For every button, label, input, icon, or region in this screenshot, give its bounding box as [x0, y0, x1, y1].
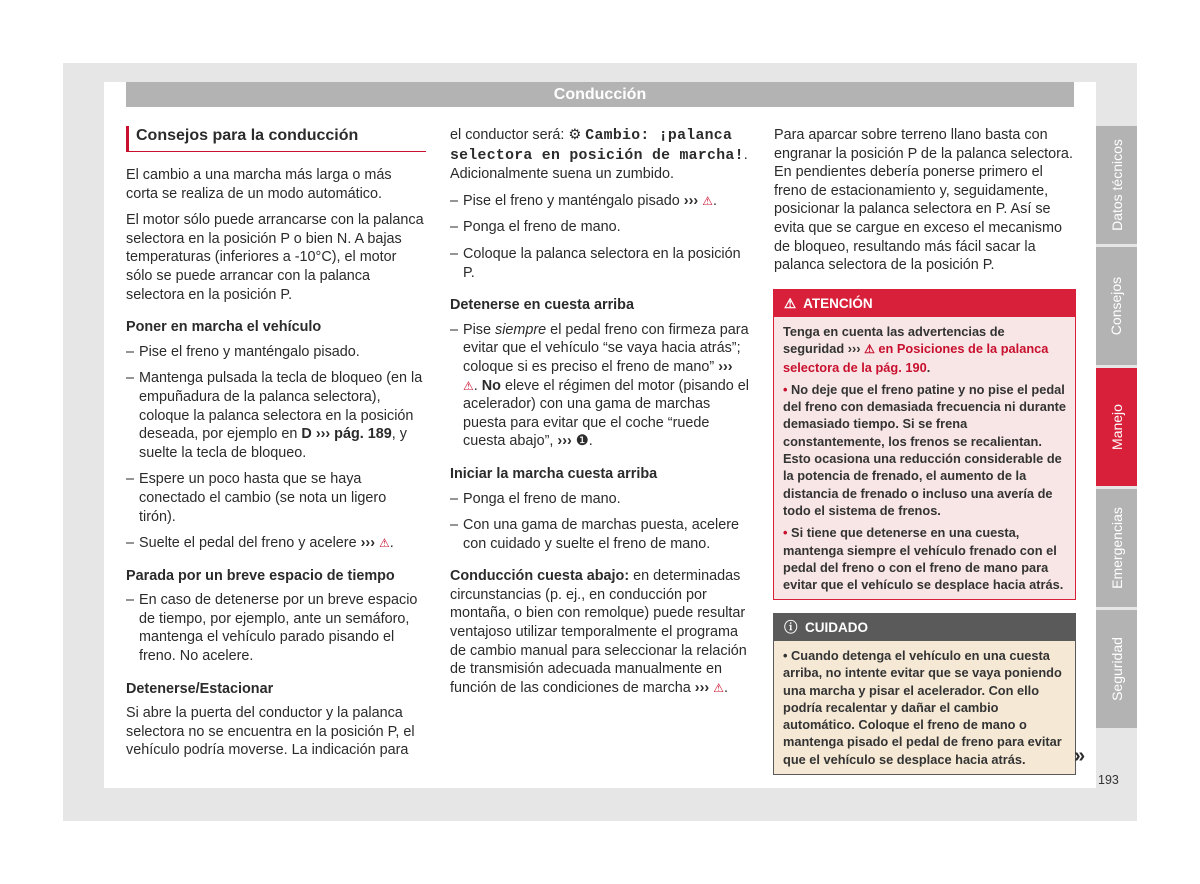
arrows-icon: ››› [694, 679, 710, 696]
list-item: – Ponga el freno de mano. [450, 490, 750, 509]
page-reference: en Posiciones de la palanca selectora de la pág. 190 [783, 341, 1049, 375]
list-item: – Mantenga pulsada la tecla de bloqueo (en la empuñadura de la palanca selectora), coloque la palanca selectora en la posición deseada, por ejemplo en D ››› pág. 189, y suelte la tecla de bloqueo. [126, 369, 426, 462]
arrows-icon: ››› [683, 192, 699, 209]
continue-arrow-icon: » [1074, 745, 1086, 767]
caution-body [774, 641, 1075, 774]
attention-bullet: • No deje que el freno patine y no pise el pedal del freno con demasiada frecuencia ni durante demasiado tiempo. Si se frena constantemente, los frenos se recalientan. Esto ocasiona una reducción considerable de la potencia de frenado, el aumento de la distancia de frenado o incluso una avería de todo el sistema de frenos. [783, 381, 1067, 518]
caution-header: ⓘ CUIDADO [774, 614, 1075, 641]
caution-bullet: • Cuando detenga el vehículo en una cuesta arriba, no intente evitar que se vaya poniendo una marcha y pisar el acelerador. Con ello podría recalentar y dañar el cambio automático. Coloque el freno de mano o mantenga pisado el pedal de freno para evitar que el vehículo se desplace hacia atrás. [783, 648, 1062, 767]
attention-text: Tenga en cuenta las advertencias de seguridad ››› ⚠ en Posiciones de la palanca selectora de la pág. 190. [783, 324, 1049, 375]
paragraph: el conductor será: ⚙ Cambio: ¡palanca selectora en posición de marcha!. Adicionalmente suena un zumbido. [450, 127, 748, 183]
gear-warning-icon: ⚙ [568, 127, 582, 143]
list-item: – En caso de detenerse por un breve espacio de tiempo, por ejemplo, ante un semáforo, mantenga el vehículo parado pisando el freno. No acelere. [126, 591, 426, 665]
arrows-icon: ››› [557, 433, 572, 450]
display-message: Cambio: ¡palanca selectora en posición de marcha! [450, 128, 744, 164]
arrows-icon: ››› [718, 358, 733, 375]
warning-triangle-icon: ⚠ [864, 342, 875, 357]
subheading: Iniciar la marcha cuesta arriba [450, 465, 658, 482]
arrows-icon: ››› [847, 341, 861, 357]
paragraph: Para aparcar sobre terreno llano basta con engranar la posición P de la palanca selectora. En pendientes debería ponerse primero el freno de estacionamiento y, seguidamente, posicionar la palanca selectora en P. Así se evita que se cargue en exceso el mecanismo de bloqueo, resultando más fácil sacar la palanca selectora de la posición P. [774, 127, 1073, 274]
sidebar-tab-consejos[interactable]: Consejos [1096, 247, 1137, 365]
attention-body [774, 317, 1075, 599]
arrows-icon: ››› [360, 535, 375, 552]
attention-header: ⚠ ATENCIÓN [774, 290, 1075, 317]
list-item: – Pise siempre el pedal freno con firmeza para evitar que el vehículo “se vaya hacia atrás”; coloque si es preciso el freno de mano” ››› ⚠. No eleve el régimen del motor (pisando el acelerador) con una gama de marchas puesta para evitar que el coche “ruede cuesta abajo”, ››› ❶. [450, 321, 750, 451]
sidebar-tab-datos-tecnicos[interactable]: Datos técnicos [1096, 126, 1137, 244]
subheading: Parada por un breve espacio de tiempo [126, 567, 395, 584]
list-item: – Pise el freno y manténgalo pisado. [126, 343, 426, 362]
section-heading: Consejos para la conducción [126, 126, 426, 152]
paragraph: El cambio a una marcha más larga o más corta se realiza de un modo automático. [126, 167, 392, 202]
subheading: Detenerse en cuesta arriba [450, 297, 634, 314]
list-item: – Espere un poco hasta que se haya conectado el cambio (se nota un ligero tirón). [126, 470, 426, 526]
list-item: – Suelte el pedal del freno y acelere ››› ⚠. [126, 534, 426, 553]
paragraph: Si abre la puerta del conductor y la palanca selectora no se encuentra en la posición P, el vehículo podría moverse. La indicación para [126, 705, 415, 759]
sidebar-tab-seguridad[interactable]: Seguridad [1096, 610, 1137, 728]
list-item: – Pise el freno y manténgalo pisado ››› ⚠. [450, 192, 750, 211]
page-number: 193 [1098, 773, 1119, 787]
sidebar-tab-manejo[interactable]: Manejo [1096, 368, 1137, 486]
column-1 [126, 126, 426, 768]
caution-box [773, 613, 1076, 775]
sidebar-tab-emergencias[interactable]: Emergencias [1096, 489, 1137, 607]
warning-triangle-icon: ⚠ [713, 680, 724, 695]
column-3 [774, 126, 1074, 283]
column-2 [450, 126, 750, 705]
page-reference: D ››› pág. 189 [301, 426, 392, 443]
paragraph: Conducción cuesta abajo: en determinadas circunstancias (p. ej., en conducción por montaña, o bien con remolque) puede resultar ventajoso utilizar temporalmente el programa de cambio manual para seleccionar la relación de transmisión adecuada manualmente en función de las condiciones de marcha ››› ⚠. [450, 568, 747, 696]
info-circle-icon: ❶ [575, 433, 589, 450]
attention-box [773, 289, 1076, 600]
warning-triangle-icon: ⚠ [379, 536, 390, 551]
list-item: – Coloque la palanca selectora en la posición P. [450, 245, 750, 282]
attention-bullet: • Si tiene que detenerse en una cuesta, mantenga siempre el vehículo frenado con el pedal del freno o con el freno de mano para evitar que el vehículo se desplace hacia atrás. [783, 525, 1064, 593]
list-item: – Con una gama de marchas puesta, acelere con cuidado y suelte el freno de mano. [450, 516, 750, 553]
warning-triangle-icon: ⚠ [463, 378, 474, 393]
chapter-header: Conducción [126, 82, 1074, 107]
paragraph: El motor sólo puede arrancarse con la palanca selectora en la posición P o bien N. A bajas temperaturas (inferiores a -10°C), el motor sólo se puede arrancar con la palanca selectora en la posición P. [126, 212, 424, 303]
subheading: Detenerse/Estacionar [126, 680, 274, 697]
warning-triangle-icon: ⚠ [784, 296, 797, 311]
warning-triangle-icon: ⚠ [702, 193, 713, 208]
exclamation-circle-icon: ⓘ [784, 620, 798, 635]
subheading: Poner en marcha el vehículo [126, 319, 322, 336]
list-item: – Ponga el freno de mano. [450, 218, 750, 237]
